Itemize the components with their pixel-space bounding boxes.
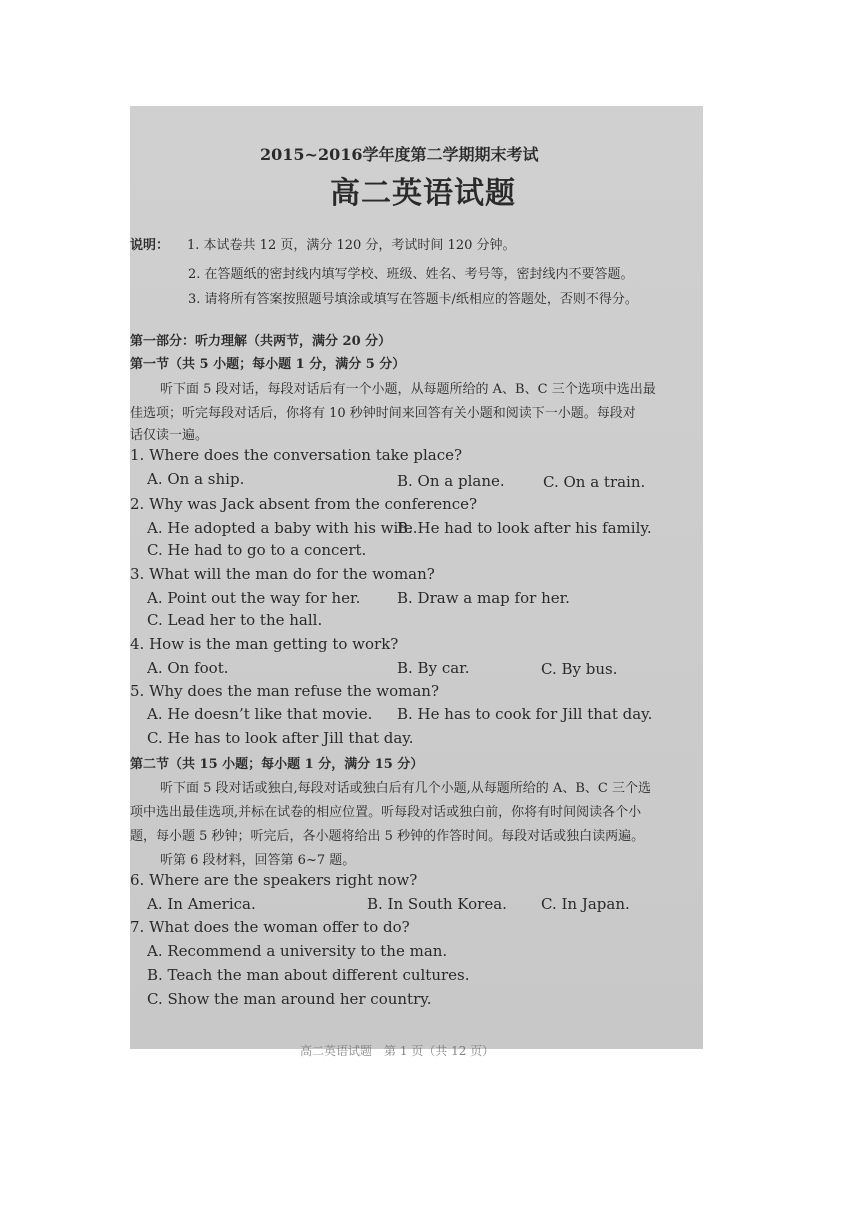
- page-footer: 高二英语试题 第 1 页（共 12 页）: [300, 1044, 495, 1058]
- option-a: A. Point out the way for her.: [147, 589, 361, 607]
- exam-photo: [130, 106, 703, 1058]
- option-b: B. Teach the man about different cultures.: [147, 966, 470, 984]
- option-b: B. In South Korea.: [367, 895, 507, 913]
- option-a: A. In America.: [147, 895, 256, 913]
- instructions-label: 说明：: [130, 238, 170, 253]
- part1-heading: 第一部分：听力理解（共两节，满分 20 分）: [130, 334, 392, 349]
- option-b: B. On a plane.: [397, 472, 505, 490]
- option-c: C. By bus.: [541, 660, 618, 678]
- option-a: A. On foot.: [147, 659, 229, 677]
- question-stem: 7. What does the woman offer to do?: [130, 918, 410, 936]
- option-b: B. He had to look after his family.: [397, 519, 652, 537]
- question-stem: 5. Why does the man refuse the woman?: [130, 682, 439, 700]
- exam-subtitle: 2015~2016学年度第二学期期末考试: [260, 145, 539, 164]
- section1-directions: 听下面 5 段对话，每段对话后有一个小题，从每题所给的 A、B、C 三个选项中选出最: [160, 382, 656, 397]
- question-stem: 2. Why was Jack absent from the conference?: [130, 495, 478, 513]
- exam-title: 高二英语试题: [330, 176, 516, 211]
- option-a: A. He adopted a baby with his wife.: [147, 519, 418, 537]
- option-b: B. He has to cook for Jill that day.: [397, 705, 653, 723]
- option-b: B. Draw a map for her.: [397, 589, 570, 607]
- option-c: C. In Japan.: [541, 895, 630, 913]
- section1-directions: 话仅读一遍。: [130, 428, 209, 443]
- question-stem: 6. Where are the speakers right now?: [130, 871, 418, 889]
- option-a: A. On a ship.: [147, 470, 245, 488]
- option-c: C. On a train.: [543, 473, 646, 491]
- option-a: A. Recommend a university to the man.: [147, 942, 448, 960]
- section2-directions: 听下面 5 段对话或独白,每段对话或独白后有几个小题,从每题所给的 A、B、C 三个选: [160, 781, 651, 796]
- question-stem: 1. Where does the conversation take place?: [130, 446, 463, 464]
- option-c: C. He has to look after Jill that day.: [147, 729, 414, 747]
- option-c: C. Show the man around her country.: [147, 990, 432, 1008]
- option-c: C. He had to go to a concert.: [147, 541, 367, 559]
- option-c: C. Lead her to the hall.: [147, 611, 323, 629]
- material-note: 听第 6 段材料，回答第 6~7 题。: [160, 853, 356, 868]
- section2-directions: 项中选出最佳选项,并标在试卷的相应位置。听每段对话或独白前，你将有时间阅读各个小: [130, 805, 642, 820]
- instruction-item: 1. 本试卷共 12 页，满分 120 分，考试时间 120 分钟。: [187, 238, 516, 253]
- section1-heading: 第一节（共 5 小题；每小题 1 分，满分 5 分）: [130, 357, 406, 372]
- question-stem: 4. How is the man getting to work?: [130, 635, 399, 653]
- section2-directions: 题，每小题 5 秒钟；听完后，各小题将给出 5 秒钟的作答时间。每段对话或独白读两遍。: [130, 829, 645, 844]
- option-b: B. By car.: [397, 659, 470, 677]
- section2-heading: 第二节（共 15 小题；每小题 1 分，满分 15 分）: [130, 757, 424, 772]
- instruction-item: 3. 请将所有答案按照题号填涂或填写在答题卡/纸相应的答题处，否则不得分。: [188, 292, 638, 307]
- instruction-item: 2. 在答题纸的密封线内填写学校、班级、姓名、考号等，密封线内不要答题。: [188, 267, 634, 282]
- section1-directions: 佳选项；听完每段对话后，你将有 10 秒钟时间来回答有关小题和阅读下一小题。每段对: [130, 406, 636, 421]
- option-a: A. He doesn’t like that movie.: [147, 705, 373, 723]
- question-stem: 3. What will the man do for the woman?: [130, 565, 435, 583]
